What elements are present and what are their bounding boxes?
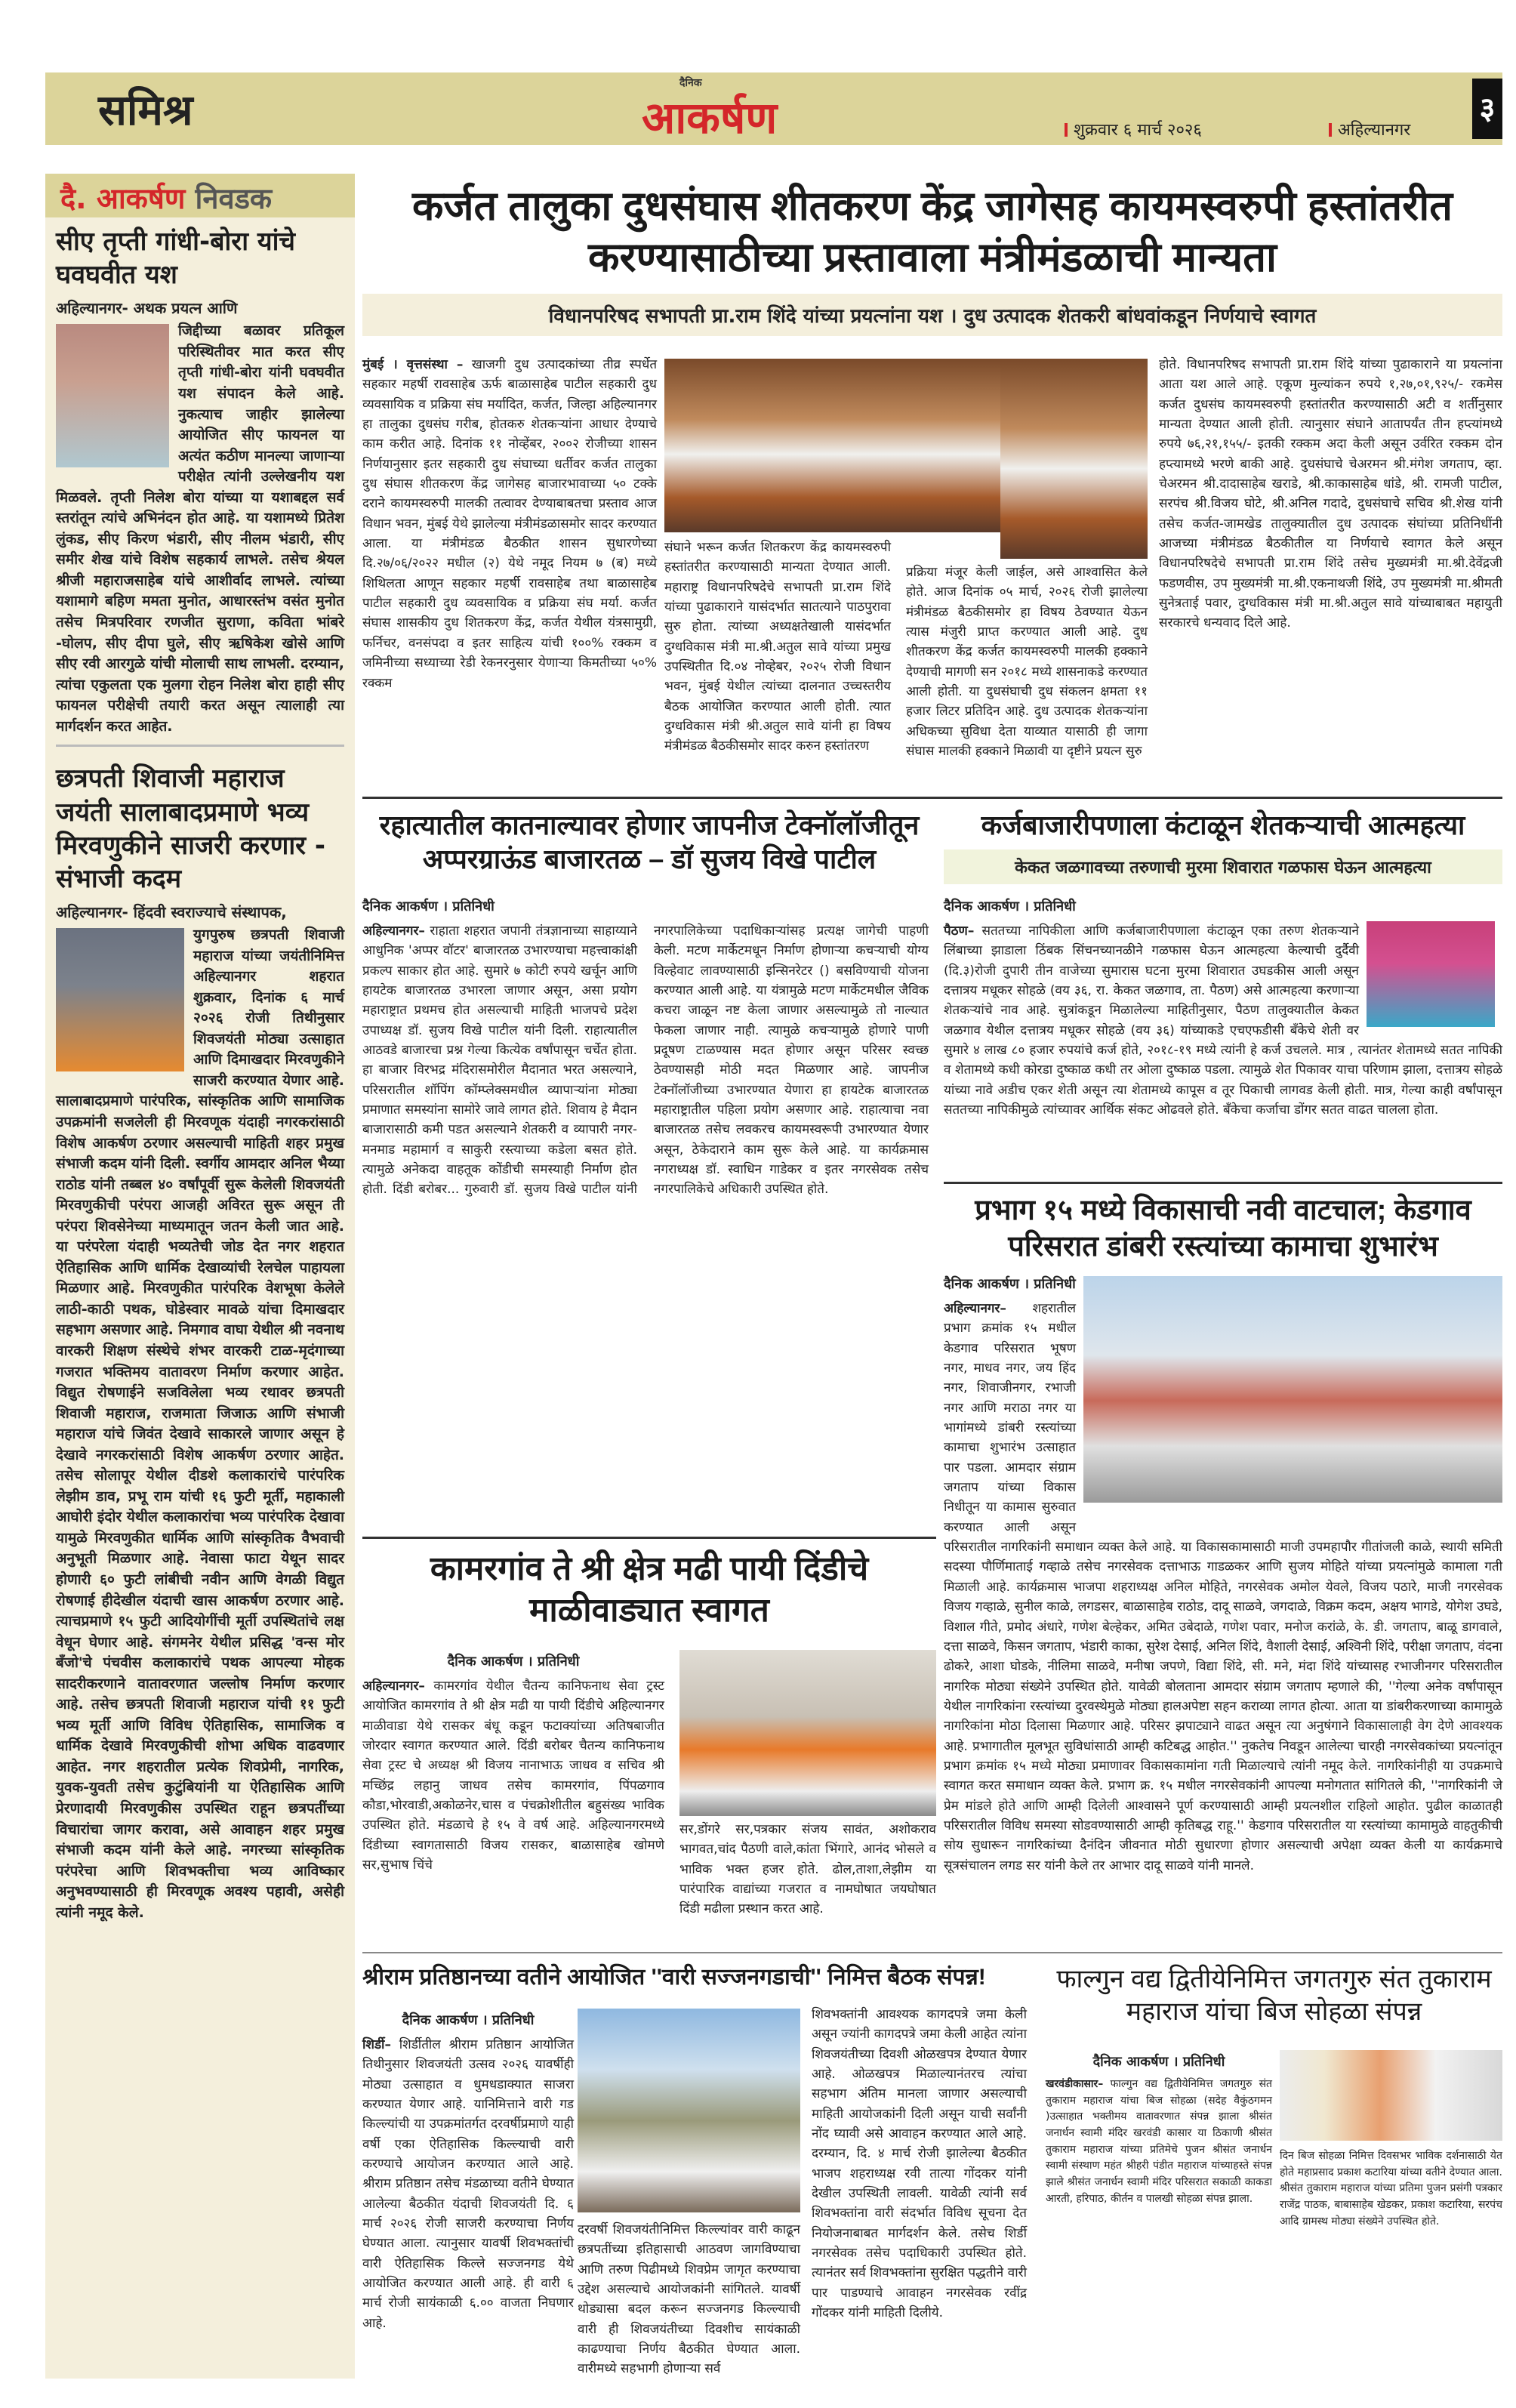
farmer-photo — [1367, 921, 1495, 1027]
story-dateline: पैठण– — [944, 923, 975, 939]
lead-dateline: मुंबई । वृत्तसंस्था – — [362, 357, 464, 372]
divider — [362, 797, 1502, 799]
portrait-photo — [56, 928, 184, 1071]
story-text: कामरगांव येथील चैतन्य कानिफनाथ सेवा ट्रस्ट आयोजित कामरगांव ते श्री क्षेत्र मढी या पायी दिंडीचे अहिल्यानगर माळीवाडा येथे रासकर बंधू कडून फटाक्यांच्या अतिषबाजीत जोरदार स्वागत करण्यात आले. दिंडी बरोबर चैतन्य कानिफनाथ सेवा ट्रस्ट चे अध्यक्ष श्री विजय नानाभाऊ जाधव व सचिव श्री मच्छिंद्र लहानु जाधव तसेच कामरगांव, पिंपळगाव कौडा,भोरवाडी,अकोळनेर,चास व पंचक्रोशीतील बहुसंख्य भाविक उपस्थित होते. मंडळाचे हे १५ वे वर्ष आहे. अहिल्यानगरमध्ये दिंडीच्या स्वागतासाठी विजय रासकर, बाळासाहेब खोमणे सर,सुभाष चिंचे — [362, 1679, 664, 1873]
story-body — [362, 921, 929, 1200]
sidebar-brand — [45, 174, 355, 217]
meeting-photo — [664, 359, 1012, 532]
divider — [362, 1537, 936, 1539]
story-body: जिद्दीच्या बळावर प्रतिकूल परिस्थितीवर मात करत सीए तृप्ती गांधी-बोरा यांनी घवघवीत यश संपादन केले आहे. नुकत्याच जाहीर झालेल्या आयोजित सीए फायनल या अत्यंत कठीण मानल्या जाणाऱ्या परीक्षेत त्यांनी उल्लेखनीय यश मिळवले. तृप्ती निलेश बोरा यांच्या या यशाबद्दल सर्व स्तरांतून त्यांचे अभिनंदन होत आहे. या यशामध्ये प्रितेश लुंकड, सीए किरण भंडारी, सीए नीलम भंडारी, सीए समीर शेख यांचे विशेष सहकार्य लाभले. तसेच श्रेयल श्रीजी महाराजसाहेब यांचे आशीर्वाद लाभले. त्यांच्या यशामागे बहिण ममता मुनोत, आधारस्तंभ वसंत मुनोत तसेच मित्रपरिवार रणजीत सुराणा, कविता भांबरे -घोलप, सीए दीपा घुले, सीए ऋषिकेश खोसे आणि सीए रवी आरगुळे यांची मोलाची साथ लाभली. दरम्यान, त्यांचा एकुलता एक मुलगा रोहन निलेश बोरा हाही सीए फायनल परीक्षेची तयारी करत असून त्यालाही त्या मार्गदर्शन करत आहेत. — [56, 322, 344, 735]
story-headline: कर्जबाजारीपणाला कंटाळून शेतकऱ्याची आत्महत्या — [981, 809, 1465, 840]
story-headline: कामरगांव ते श्री क्षेत्र मढी पायी दिंडीचे माळीवाड्यात स्वागत — [430, 1550, 869, 1629]
story-headline: सीए तृप्ती गांधी-बोरा यांचे घवघवीत यश — [56, 227, 295, 291]
story-dateline: अहिल्यानगर– — [362, 923, 425, 939]
temple-photo — [1280, 2050, 1502, 2141]
story-text: शहरातील प्रभाग क्रमांक १५ मधील केडगाव परिसरात भूषण नगर, माधव नगर, जय हिंद नगर, शिवाजीनगर, रभाजी नगर आणि मराठा नगर या भागांमध्ये डांबरी रस्त्यांच्या कामाचा शुभारंभ उत्साहात पार पडला. आमदार संग्राम जगताप यांच्या विकास निधीतून या कामास सुरुवात करण्यात आली असून परिसरातील नागरिकांनी समाधान व्यक्त केले आहे. या विकासकामासाठी माजी उपमहापौर गीतांजली काळे, स्थायी समिती सदस्या पौर्णिमाताई गव्हाळे तसेच नगरसेवक दत्ताभाऊ गाडळकर आणि सुजय मोहिते यांच्या प्रयत्नांमुळे कामाला गती मिळाली आहे. कार्यक्रमास भाजपा शहराध्यक्ष अनिल मोहिते, नगरसेवक अमोल येवले, विजय पठारे, माजी नगरसेवक विजय गव्हाळे, सुनील काळे, लगडसर, बाळासाहेब राठोड, दादू साळवे, जगदाळे, विक्रम कदम, अक्षय भागडे, योगेश उघडे, विशाल गीते, प्रमोद अंधारे, गणेश बेल्हेकर, अमित उबेदाळे, गणेश पवार, मनोज करांळे, के. डी. जगताप, बाळू डागवाले, दत्ता साळवे, किसन जगताप, भंडारी काका, सुरेश देसाई, अनिल शिंदे, वैशाली देसाई, अश्विनी शिंदे, परीक्षा जगताप, वंदना ढोकरे, आशा घोडके, नीलिमा साळवे, मनीषा जपणे, विद्या शिंदे, सी. मने, मंदा शिंदे यांच्यासह रभाजीनगर परिसरातील नागरिक मोठ्या संख्येने उपस्थित होते. यावेळी बोलताना आमदार संग्राम जगताप म्हणाले की, ''गेल्या अनेक वर्षांपासून येथील नागरिकांना रस्त्यांच्या दुरवस्थेमुळे मोठ्या हालअपेष्टा सहन कराव्या लागत होत्या. आता या डांबरीकरणाच्या कामामुळे नागरिकांना मोठा दिलासा मिळणार आहे. परिसर झपाट्याने वाढत असून त्या अनुषंगाने विकासालाही वेग देणे आवश्यक आहे. प्रभागातील मूलभूत सुविधांसाठी आम्ही कटिबद्ध आहोत.'' नुकतेच निवडून आलेल्या चारही नगरसेवकांच्या प्रयत्नांतून प्रभाग क्रमांक १५ मध्ये मोठ्या प्रमाणावर विकासकामांना गती मिळाल्याचे त्यांनी नमूद केले. नागरिकांनीही या उपक्रमाचे स्वागत करत समाधान व्यक्त केले. प्रभाग क्र. १५ मधील नगरसेवकांनी आपल्या मनोगतात सांगितले की, ''नागरिकांनी जे प्रेम मांडले होते आणि आम्ही दिलेली आश्वासने पूर्ण करण्यासाठी आम्ही प्रयत्नशील राहिलो आहोत. पुढील काळातही परिसरातील विविध समस्या सोडवण्यासाठी आम्ही कृतिबद्ध राहू.'' केडगाव परिसरातील या रस्त्यांच्या कामामुळे वाहतुकीची सोय सुधारून नागरिकांच्या दैनंदिन जीवनात मोठी सुधारणा होणार असल्याची अपेक्षा व्यक्त केली या कार्यक्रमाचे सूत्रसंचालन लगड सर यांनी केले तर आभार दादू साळवे यांनी मानले. — [944, 1301, 1502, 1873]
bridge-photo — [578, 2009, 800, 2212]
byline: दैनिक आकर्षण । प्रतिनिधी — [944, 1276, 1076, 1292]
farmer-story — [944, 808, 1502, 884]
divider — [362, 1952, 1502, 1953]
story-text: सततच्या नापिकीला आणि कर्जबाजारीपणाला कंटाळून एका तरुण शेतकऱ्याने लिंबाच्या झाडाला ठिंबक सिंचनच्यानळीने गळफास घेऊन आत्महत्या केल्याची दुर्दैवी (दि.३)रोजी दुपारी तीन वाजेच्या सुमारास घटना मुरमा शिवारात उघडकीस आली असून दत्तात्रय मधूकर सोहळे (वय ३६, रा. केकत जळगाव, ता. पैठण) असे आत्महत्या करणाऱ्या शेतकऱ्यांचे नाव आहे. सुत्रांकडून मिळालेल्या माहितीनुसार, पैठण तालुक्यातील केकत जळगाव येथील दत्तात्रय मधूकर सोहळे (वय ३६) यांच्याकडे एचएफडीसी बँकेचे शेती वर सुमारे ४ लाख ८० हजार रुपयांचे कर्ज होते, २०१८-१९ मध्ये त्यांनी हे कर्ज उचलले. मात्र , त्यानंतर शेतामध्ये सतत नापिकी व शेतामध्ये कधी कोरडा दुष्काळ कधी तर ओला दुष्काळ पडला. त्यामुळे शेत पिकावर याचा परिणाम झाला, दत्तात्रय सोहळे यांच्या नावे अडीच एकर शेती असून त्या शेतामध्ये कापूस व तूर पिकाची लागवड केली होती. मात्र, गेल्या काही वर्षांपासून सततच्या नापिकीमुळे त्यांच्यावर आर्थिक संकट ओढवले होते. बँकेचा कर्जाचा डोंगर सतत वाढत चालला होता. — [944, 923, 1502, 1118]
sidebar-brand-gray: निवडक — [195, 182, 273, 215]
paper-logo: आकर्षण — [642, 92, 778, 143]
story-dateline: अहिल्यानगर– — [362, 1679, 425, 1694]
lead-col-1 — [362, 355, 657, 793]
story-dateline: शिर्डी– — [362, 2037, 391, 2052]
lead-headline: कर्जत तालुका दुधसंघास शीतकरण केंद्र जागेसह कायमस्वरुपी हस्तांतरीत करण्यासाठीच्या प्रस्तावाला मंत्रीमंडळाची मान्यता — [412, 183, 1453, 280]
story-dateline: अहिल्यानगर- अथक प्रयत्न आणि — [56, 299, 238, 318]
shriram-caption: दरवर्षी शिवजयंतीनिमित्त किल्ल्यांवर वारी काढून छत्रपतींच्या इतिहासाची आठवण जागविण्याचा आणि तरुण पिढीमध्ये शिवप्रेम जागृत करण्याचा उद्देश असल्याचे आयोजकांनी सांगितले. यावर्षी थोड्यासा बदल करून सज्जनगड किल्ल्याची वारी ही शिवजयंतीच्या दिवशीच सायंकाळी काढण्याचा निर्णय बैठकीत घेण्यात आला. वारीमध्ये सहभागी होणाऱ्या सर्व — [578, 2222, 800, 2377]
byline: दैनिक आकर्षण । प्रतिनिधी — [944, 899, 1076, 914]
story-body: युगपुरुष छत्रपती शिवाजी महाराज यांच्या जयंतीनिमित्त अहिल्यानगर शहरात शुक्रवार, दिनांक ६ मार्च २०२६ रोजी तिथीनुसार शिवजयंती मोठ्या उत्साहात आणि दिमाखदार मिरवणुकीने साजरी करण्यात येणार आहे. सालाबादप्रमाणे पारंपरिक, सांस्कृतिक आणि सामाजिक उपक्रमांनी सजलेली ही मिरवणूक यंदाही नगरकरांसाठी विशेष आकर्षण ठरणार असल्याची माहिती शहर प्रमुख संभाजी कदम यांनी दिली. स्वर्गीय आमदार अनिल भैय्या राठोड यांनी तब्बल ४० वर्षांपूर्वी सुरू केलेली शिवजयंती मिरवणुकीची परंपरा आजही अविरत सुरू असून ती परंपरा शिवसेनेच्या माध्यमातून जतन केली जात आहे. या परंपरेला यंदाही भव्यतेची जोड देत नगर शहरात ऐतिहासिक आणि धार्मिक देखाव्यांची रेलचेल पाहायला मिळणार आहे. मिरवणुकीत पारंपरिक वेशभूषा केलेले लाठी-काठी पथक, घोडेस्वार मावळे यांचा दिमाखदार सहभाग असणार आहे. निमगाव वाघा येथील श्री नवनाथ वारकरी शिक्षण संस्थेचे शंभर वारकरी टाळ-मृदंगाच्या गजरात भक्तिमय वातावरण निर्माण करणार आहेत. विद्युत रोषणाईने सजविलेला भव्य रथावर छत्रपती शिवाजी महाराज, राजमाता जिजाऊ आणि संभाजी महाराज यांचे जिवंत देखावे साकारले जाणार असून हे देखावे नगरकरांसाठी विशेष आकर्षण ठरणार आहेत. तसेच सोलापूर येथील दीडशे कलाकारांचे पारंपरिक लेझीम डाव, प्रभू राम यांची १६ फुटी मूर्ती, महाकाली आघोरी इंदोर येथील कलाकारांचा भव्य पारंपरिक देखावा यामुळे मिरवणुकीत धार्मिक आणि सांस्कृतिक वैभवाची अनुभूती मिळणार आहे. नेवासा फाटा येथून सादर होणारी ६० फुटी लांबीची नवीन आणि वेगळी विद्युत रोषणाई हीदेखील यंदाची खास आकर्षण ठरणार आहे. त्याचप्रमाणे १५ फुटी आदियोगींची मूर्ती उपस्थितांचे लक्ष वेधून घेणार आहे. संगमनेर येथील प्रसिद्ध 'वन्स मोर बँजो'चे पंचवीस कलाकारांचे पथक आपल्या मोहक सादरीकरणाने वातावरणात जल्लोष निर्माण करणार आहे. तसेच छत्रपती शिवाजी महाराज यांची ११ फुटी भव्य मूर्ती आणि विविध ऐतिहासिक, सामाजिक व धार्मिक देखावे मिरवणुकीची शोभा अधिक वाढवणार आहेत. नगर शहरातील प्रत्येक शिवप्रेमी, नागरिक, युवक-युवती तसेच कुटुंबियांनी या ऐतिहासिक आणि प्रेरणादायी मिरवणुकीस उपस्थित राहून छत्रपतींच्या विचारांचा जागर करावा, असे आवाहन शहर प्रमुख संभाजी कदम यांनी केले आहे. नगरच्या सांस्कृतिक परंपरेचा आणि शिवभक्तीचा भव्य आविष्कार अनुभवण्यासाठी ही मिरवणूक अवश्य पहावी, असेही त्यांनी नमूद केले. — [56, 927, 344, 1921]
story-headline: रहात्यातील कातनाल्यावर होणार जापनीज टेक्नॉलॉजीतून अप्परग्राऊंड बाजारतळ – डॉ सुजय विखे पाटील — [379, 809, 920, 874]
lead-story — [362, 181, 1502, 336]
sidebar-story-shivjayanti — [45, 754, 355, 1923]
paper-name-small: दैनिक — [679, 77, 702, 89]
portrait-photo — [56, 324, 169, 467]
tukaram-caption: दिन बिज सोहळा निमित्त दिवसभर भाविक दर्शनासाठी येत होते महाप्रसाद प्रकाश कटारिया यांच्या वतीने देण्यात आला. श्रीसंत तुकाराम महाराज यांच्या प्रतिमा पुजन प्रसंगी पत्रकार राजेंद्र पाठक, बाबासाहेब खेडकर, प्रकाश कटारिया, सरपंच आदि ग्रामस्थ मोठ्या संख्येने उपस्थित होते. — [1280, 2150, 1502, 2228]
byline: दैनिक आकर्षण । प्रतिनिधी — [362, 899, 495, 914]
byline: दैनिक आकर्षण । प्रतिनिधी — [402, 2012, 535, 2028]
story-headline: फाल्गुन वद्य द्वितीयेनिमित्त जगतगुरु संत तुकाराम महाराज यांचा बिज सोहळा संपन्न — [1056, 1965, 1492, 2026]
dindi-photo — [679, 1650, 936, 1816]
byline: दैनिक आकर्षण । प्रतिनिधी — [447, 1654, 580, 1670]
rahata-story — [362, 808, 936, 876]
story-subheadline: केकत जळगावच्या तरुणाची मुरमा शिवारात गळफास घेऊन आत्महत्या — [944, 849, 1502, 884]
story-text: फाल्गुन वद्य द्वितीयेनिमित्त जगतगुरु संत तुकाराम महाराज यांचा बिज सोहळा (सदेह वैकुंठगमन )उत्साहात भक्तीमय वातावरणात संपन्न झाला श्रीसंत जनार्धन स्वामी मंदिर खरवंडी कासार या ठिकाणी श्रीसंत तुकाराम महाराज यांच्या प्रतिमेचे पुजन श्रीसंत जनार्धन स्वामी संस्थाण महंत श्रीहरी पंडीत महाराज यांच्याहस्ते संपन्न झाले श्रीसंत जनार्धन स्वामी मंदिर परिसरात सकाळी काकडा आरती, हरिपाठ, कीर्तन व पालखी सोहळा संपन्न झाला. — [1046, 2078, 1273, 2205]
story-text: शिर्डीतील श्रीराम प्रतिष्ठान आयोजित तिथीनुसार शिवजयंती उत्सव २०२६ यावर्षीही मोठ्या उत्साहात व धुमधडाक्यात साजरा करण्यात येणार आहे. यानिमित्ताने वारी गड किल्ल्यांची या उपक्रमांतर्गत दरवर्षीप्रमाणे याही वर्षी एका ऐतिहासिक किल्ल्याची वारी करण्याचे आयोजन करण्यात आले आहे. श्रीराम प्रतिष्ठान तसेच मंडळाच्या वतीने घेण्यात आलेल्या बैठकीत यंदाची शिवजयंती दि. ६ मार्च २०२६ रोजी साजरी करण्याचा निर्णय घेण्यात आला. त्यानुसार यावर्षी शिवभक्तांची वारी ऐतिहासिक किल्ले सज्जनगड येथे आयोजित करण्यात आली आहे. ही वारी ६ मार्च रोजी सायंकाळी ६.०० वाजता निघणार आहे. — [362, 2037, 575, 2331]
tukaram-story — [1046, 1963, 1502, 2027]
edition-city: अहिल्यानगर — [1329, 118, 1410, 140]
lead-col-2: संघाने भरून कर्जत शितकरण केंद्र कायमस्वरुपी हस्तांतरीत करण्यासाठी मान्यता देण्यात आली. महाराष्ट्र विधानपरिषदेचे सभापती प्रा.राम शिंदे यांच्या पुढाकाराने यासंदर्भात सातत्याने पाठपुरावा सुरु होता. त्यांच्या अध्यक्षतेखाली यासंदर्भात दुग्धविकास मंत्री मा.श्री.अतुल सावे यांच्या प्रमुख उपस्थितीत दि.०४ नोव्हेबर, २०२५ रोजी विधान भवन, मुंबई येथील त्यांच्या दालनात उच्चस्तरीय बैठक आयोजित करण्यात आली होती. त्यात दुग्धविकास मंत्री श्री.अतुल सावे यांनी हा विषय मंत्रीमंडळ बैठकीसमोर सादर करुन हस्तांतरण — [664, 540, 891, 754]
section-title: समिश्र — [98, 85, 193, 135]
story-headline: छत्रपती शिवाजी महाराज जयंती सालाबादप्रमाणे भव्य मिरवणुकीने साजरी करणार - संभाजी कदम — [56, 763, 325, 894]
story-headline: श्रीराम प्रतिष्ठानच्या वतीने आयोजित ''वारी सज्जनगडाची'' निमित्त बैठक संपन्न! — [362, 1965, 986, 1990]
lead-subheadline: विधानपरिषद सभापती प्रा.राम शिंदे यांच्या प्रयत्नांना यश । दुध उत्पादक शेतकरी बांधवांकडून निर्णयाचे स्वागत — [362, 294, 1502, 336]
lead-text: खाजगी दुध उत्पादकांच्या तीव्र स्पर्धेत सहकार महर्षी रावसाहेब ऊर्फ बाळासाहेब पाटील सहकारी दुध व्यवसायिक व प्रक्रिया संघ मर्यादित, कर्जत, जिल्हा अहिल्यानगर हा तालुका दुधसंघ गरीब, होतकरु शेतकऱ्यांना आधार देण्याचे काम करीत आहे. दिनांक ११ नोव्हेंबर, २००२ रोजीच्या शासन निर्णयानुसार इतर सहकारी दुध संघाच्या धर्तीवर कर्जत तालुका दुध संघास शीतकरण केंद्र जागेसह बाजारभावाच्या ५० टक्के दराने कायमस्वरुपी मालकी तत्वावर देण्याबाबतचा प्रस्ताव आज विधान भवन, मुंबई येथे झालेल्या मंत्रीमंडळासमोर सादर करण्यात आला. या मंत्रीमंडळ बैठकीत शासन सुधारणेच्या दि.२७/०६/२०२२ मधील (२) येथे नमूद नियम ७ (ब) मध्ये शिथिलता आणून सहकार महर्षी रावसाहेब तथा बाळासाहेब पाटील सहकारी दुध व्यवसायिक व प्रक्रिया संघ मर्या. कर्जत संघास शासकीय दुध शितकरण केंद्र, कर्जत येथील यंत्रसामुग्री, फर्निचर, वनसंपदा व इतर साहित्य यांची १००% रक्कम व जमिनीच्या सध्याच्या रेडी रेकनरनुसार येणाऱ्या किमतीच्या ५०% रक्कम — [362, 357, 658, 691]
byline: दैनिक आकर्षण । प्रतिनिधी — [1092, 2054, 1225, 2070]
issue-date: शुक्रवार ६ मार्च २०२६ — [1065, 118, 1202, 140]
dindi-caption: सर,डोंगरे सर,पत्रकार संजय सावंत, अशोकराव भागवत,चांद पैठणी वाले,कांता भिंगारे, आनंद भोसले व भाविक भक्त हजर होते. ढोल,ताशा,लेझीम या पारंपारिक वाद्यांच्या गजरात व नामघोषात जयघोषात दिंडी मढीला प्रस्थान करत आहे. — [679, 1822, 936, 1917]
prabhag-story — [944, 1193, 1502, 1265]
divider — [944, 1182, 1502, 1184]
divider — [56, 745, 344, 747]
masthead — [45, 72, 1502, 145]
story-text: राहाता शहरात जपानी तंत्रज्ञानाच्या साहाय्याने आधुनिक 'अप्पर वॉटर' बाजारतळ उभारण्याचा महत्त्वाकांक्षी प्रकल्प साकार होत आहे. सुमारे ७ कोटी रुपये खर्चून आणि हायटेक बाजारतळ उभारला जाणार असून, असा प्रयोग महाराष्ट्रात प्रथमच होत असल्याची माहिती भाजपचे प्रदेश उपाध्यक्ष डॉ. सुजय विखे पाटील यांनी दिली. राहात्यातील आठवडे बाजारचा प्रश्न गेल्या कित्येक वर्षांपासून चर्चेत होता. हा बाजार विरभद्र मंदिरासमोरील मैदानात भरत असल्याने, परिसरातील शॉपिंग कॉम्प्लेक्समधील व्यापाऱ्यांना मोठ्या प्रमाणात समस्यांना सामोरे जावे लागत होते. शिवाय हे मैदान बाजारासाठी कमी पडत असल्याने शेतकरी व व्यापारी नगर-मनमाड महामार्ग व साकुरी रस्त्याच्या कडेला बसत होते. त्यामुळे अनेकदा वाहतूक कोंडीची समस्याही निर्माण होत होती. दिंडी बरोबर... गुरुवारी डॉ. सुजय विखे पाटील यांनी नगरपालिकेच्या पदाधिकाऱ्यांसह प्रत्यक्ष जागेची पाहणी केली. मटण मार्केटमधून निर्माण होणाऱ्या कचऱ्याची योग्य विल्हेवाट लावण्यासाठी इन्सिनरेटर () बसविण्याची योजना करण्यात आली आहे. या यंत्रामुळे मटण मार्केटमधील जैविक कचरा जाळून नष्ट केला जाणार असल्यामुळे तो नाल्यात फेकला जाणार नाही. त्यामुळे कचऱ्यामुळे होणारे पाणी प्रदूषण टाळण्यास मदत होणार असून परिसर स्वच्छ ठेवण्यासही मोठी मदत मिळणार आहे. जापनीज टेक्नॉलॉजीच्या उभारण्यात येणारा हा हायटेक बाजारतळ महाराष्ट्रातील पहिला प्रयोग असणार आहे. राहात्याचा नवा बाजारतळ तसेच लवकरच कायमस्वरूपी उभारण्यात येणार असून, ठेकेदाराने काम सुरू केले आहे. या कार्यक्रमास नगराध्यक्ष डॉ. स्वाधिन गाडेकर व इतर नगरसेवक तसेच नगरपालिकेचे अधिकारी उपस्थित होते. — [362, 923, 929, 1198]
story-dateline: अहिल्यानगर- हिंदवी स्वराज्याचे संस्थापक, — [56, 903, 287, 922]
meeting-photo-2 — [1000, 359, 1148, 559]
dindi-story — [362, 1548, 936, 1631]
shriram-story — [362, 1963, 1042, 1992]
sidebar-story-ca — [45, 217, 355, 737]
shriram-col-3: शिवभक्तांनी आवश्यक कागदपत्रे जमा केली असून ज्यांनी कागदपत्रे जमा केली आहेत त्यांना शिवजयंतीच्या दिवशी ओळखपत्र देण्यात येणार आहे. ओळखपत्र मिळाल्यानंतरच त्यांचा सहभाग अंतिम मानला जाणार असल्याची माहिती आयोजकांनी दिली असून याची सर्वांनी नोंद घ्यावी असे आवाहन करण्यात आले आहे. दरम्यान, दि. ४ मार्च रोजी झालेल्या बैठकीत भाजप शहराध्यक्ष रवी तात्या गोंदकर यांनी देखील उपस्थिती लावली. यावेळी त्यांनी सर्व शिवभक्तांना वारी संदर्भात विविध सूचना देत नियोजनाबाबत मार्गदर्शन केले. तसेच शिर्डी नगरसेवक तसेच पदाधिकारी उपस्थित होते. त्यानंतर सर्व शिवभक्तांना सुरक्षित पद्धतीने वारी पार पाडण्याचे आवाहन नगरसेवक रवींद्र गोंदकर यांनी माहिती दिलीये. — [812, 2007, 1027, 2321]
lead-col-4: होते. विधानपरिषद सभापती प्रा.राम शिंदे यांच्या पुढाकाराने या प्रयत्नांना आता यश आले आहे. एकूण मुल्यांकन रुपये १,२७,०१,९२५/- रकमेस कर्जत दुधसंघ कायमस्वरुपी हस्तांतरीत करण्यासाठी अटी व शर्तीनुसार मान्यता देण्यात आली होती. त्यानुसार संघाने आतापर्यंत तीन हप्त्यांमध्ये रुपये ७६,२१,१५५/- इतकी रक्कम अदा केली असून उर्वरित रक्कम दोन हप्त्यामध्ये भरणे बाकी आहे. दुधसंघाचे चेअरमन श्री.मंगेश जगताप, व्हा. चेअरमन श्री.दादासाहेब खराडे, श्री.काकासाहेब धांडे, श्री. रामजी पाटील, सरपंच श्री.विजय घोटे, श्री.अनिल गदादे, दुधसंघाचे सचिव श्री.शेख यांनी तसेच कर्जत-जामखेड तालुक्यातील दुध उत्पादक संघांच्या प्रतिनिधींनी आजच्या मंत्रीमंडळ बैठकीतील या निर्णयाचे स्वागत केले असून विधानपरिषदेचे सभापती प्रा.राम शिंदे तसेच मुख्यमंत्री मा.श्री.देवेंद्रजी फडणवीस, उप मुख्यमंत्री मा.श्री.एकनाथजी शिंदे, उप मुख्यमंत्री मा.श्रीमती सुनेत्रताई पवार, दुग्धविकास मंत्री मा.श्री.अतुल सावे यांच्याबाबत महायुती सरकारचे धन्यवाद दिले आहे. — [1159, 357, 1502, 631]
lead-col-3: प्रक्रिया मंजूर केली जाईल, असे आश्वासित केले होते. आज दिनांक ०५ मार्च, २०२६ रोजी झालेल्या मंत्रीमंडळ बैठकीसमोर हा विषय ठेवण्यात येऊन त्यास मंजुरी प्राप्त करण्यात आली आहे. दुध शीतकरण केंद्र कर्जत कायमस्वरुपी मालकी हक्काने देण्याची मागणी सन २०१८ मध्ये शासनाकडे करण्यात आली होती. या दुधसंघाची दुध संकलन क्षमता ११ हजार लिटर प्रतिदिन आहे. दुध उत्पादक शेतकऱ्यांना अधिकच्या सुविधा देता याव्यात यासाठी ही जागा संघास मालकी हक्काने मिळावी या दृष्टीने प्रयत्न सुरु — [906, 565, 1148, 760]
sidebar-nivadak — [45, 174, 355, 2379]
story-dateline: अहिल्यानगर– — [944, 1301, 1006, 1316]
story-headline: प्रभाग १५ मध्ये विकासाची नवी वाटचाल; केडगाव परिसरात डांबरी रस्त्यांच्या कामाचा शुभारंभ — [975, 1195, 1471, 1263]
page-number: ३ — [1472, 79, 1502, 139]
sidebar-brand-red: दै. आकर्षण — [60, 182, 186, 215]
story-dateline: खरवंडीकासार– — [1046, 2078, 1104, 2090]
